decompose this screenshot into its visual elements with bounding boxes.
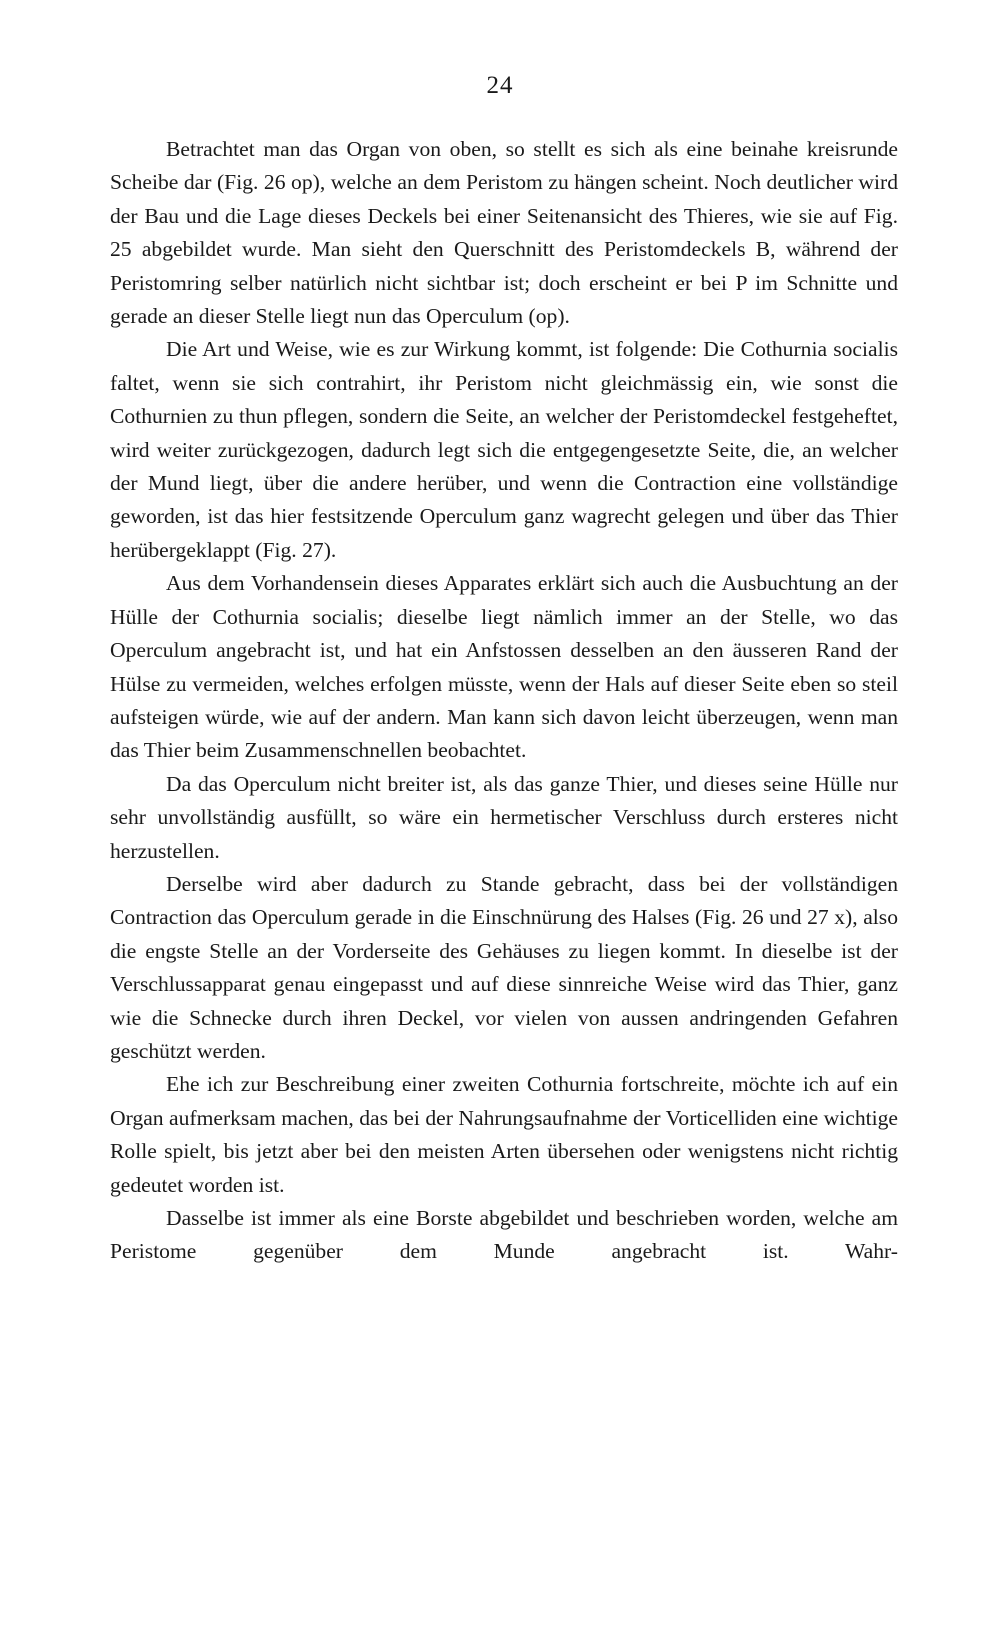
paragraph-1: Betrachtet man das Organ von oben, so stellt es sich als eine beinahe kreisrunde Scheibe dar (Fig. 26 op), welche an dem Peristom zu hängen scheint. Noch deutlicher wird der Bau und die Lage dieses Deckels bei einer Seitenansicht des Thieres, wie sie auf Fig. 25 abgebildet wurde. Man sieht den Querschnitt des Peristomdeckels B, während der Peristomring selber natürlich nicht sichtbar ist; doch erscheint er bei P im Schnitte und gerade an dieser Stelle liegt nun das Operculum (op).	[110, 137, 898, 329]
paragraph-4: Da das Operculum nicht breiter ist, als das ganze Thier, und dieses seine Hülle nur sehr unvollständig ausfüllt, so wäre ein hermetischer Verschluss durch ersteres nicht herzustellen.	[110, 771, 898, 863]
page-number: 24	[486, 72, 514, 99]
paragraph-3: Aus dem Vorhandensein dieses Apparates erklärt sich auch die Ausbuchtung an der Hülle der Cothurnia socialis; dieselbe liegt nämlich immer an der Stelle, wo das Operculum angebracht ist, und hat ein Anfstossen desselben an den äusseren Rand der Hülse zu vermeiden, welches erfolgen müsste, wenn der Hals auf dieser Seite eben so steil aufsteigen würde, wie auf der andern. Man kann sich davon leicht überzeugen, wenn man das Thier beim Zusammenschnellen beobachtet.	[110, 571, 898, 763]
body-text	[110, 133, 898, 1269]
paragraph-6: Ehe ich zur Beschreibung einer zweiten Cothurnia fortschreite, möchte ich auf ein Organ aufmerksam machen, das bei der Nahrungsaufnahme der Vorticelliden eine wichtige Rolle spielt, bis jetzt aber bei den meisten Arten übersehen oder wenigstens nicht richtig gedeutet worden ist.	[110, 1072, 898, 1197]
paragraph-2: Die Art und Weise, wie es zur Wirkung kommt, ist folgende: Die Cothurnia socialis faltet, wenn sie sich contrahirt, ihr Peristom nicht gleichmässig ein, wie sonst die Cothurnien zu thun pflegen, sondern die Seite, an welcher der Peristomdeckel festgeheftet, wird weiter zurückgezogen, dadurch legt sich die entgegengesetzte Seite, die, an welcher der Mund liegt, über die andere herüber, und wenn die Contraction eine vollständige geworden, ist das hier festsitzende Operculum ganz wagrecht gelegen und über das Thier herübergeklappt (Fig. 27).	[110, 337, 898, 562]
paragraph-7: Dasselbe ist immer als eine Borste abgebildet und beschrieben worden, welche am Peristome gegenüber dem Munde angebracht ist. Wahr-	[110, 1206, 898, 1264]
paragraph-5: Derselbe wird aber dadurch zu Stande gebracht, dass bei der vollständigen Contraction das Operculum gerade in die Einschnürung des Halses (Fig. 26 und 27 x), also die engste Stelle an der Vorderseite des Gehäuses zu liegen kommt. In dieselbe ist der Verschlussapparat genau eingepasst und auf diese sinnreiche Weise wird das Thier, ganz wie die Schnecke durch ihren Deckel, vor vielen von aussen andringenden Gefahren geschützt werden.	[110, 871, 898, 1063]
